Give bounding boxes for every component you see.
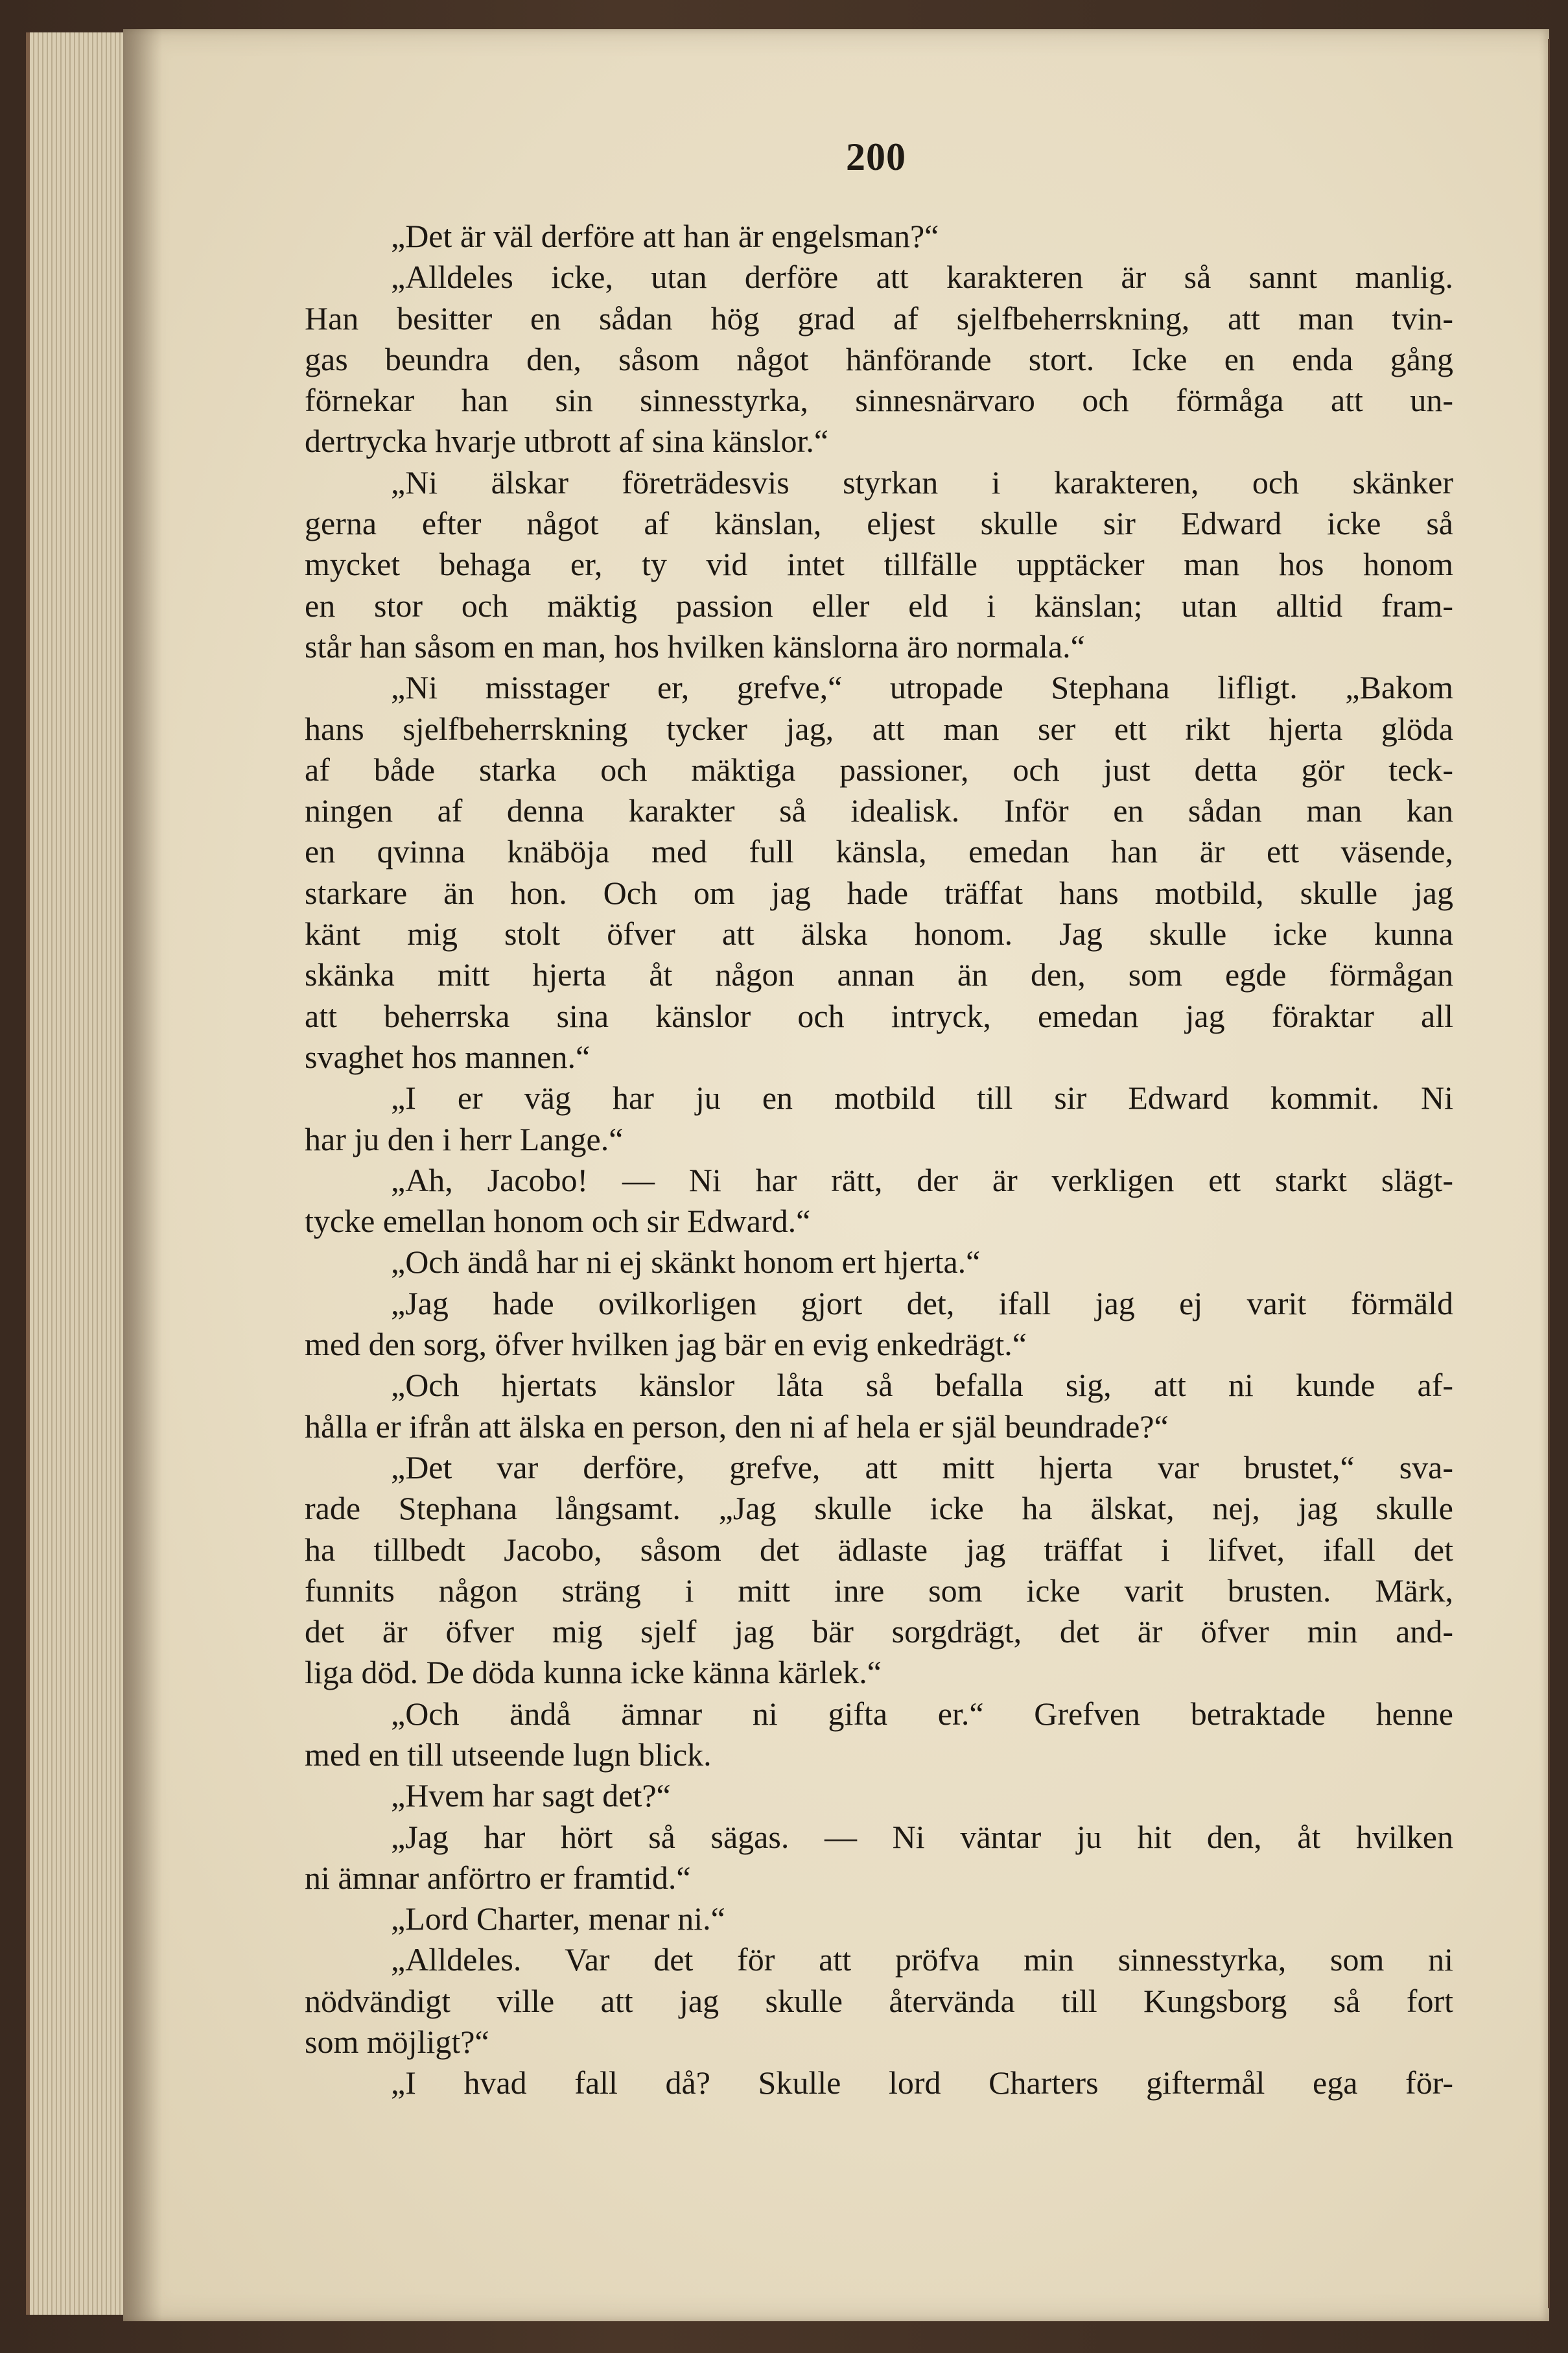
text-line: „Hvem har sagt det?“ (391, 1777, 671, 1814)
text-line: „Jag har hört så sägas. — Ni väntar ju hit den, åt hvilken (391, 1818, 1453, 1855)
text-line: det är öfver mig sjelf jag bär sorgdrägt, det är öfver min and- (305, 1613, 1453, 1650)
text-line: att beherrska sina känslor och intryck, emedan jag föraktar all (305, 997, 1453, 1034)
text-line: förnekar han sin sinnesstyrka, sinnesnärvaro och förmåga att un- (305, 382, 1453, 419)
text-line: dertrycka hvarje utbrott af sina känslor.“ (305, 423, 829, 460)
text-line: känt mig stolt öfver att älska honom. Jag skulle icke kunna (305, 916, 1453, 952)
text-line: mycket behaga er, ty vid intet tillfälle upptäcker man hos honom (305, 546, 1453, 583)
text-line: skänka mitt hjerta åt någon annan än den, som egde förmågan (305, 956, 1453, 993)
text-line: „Och ändå ämnar ni gifta er.“ Grefven betraktade henne (391, 1695, 1453, 1732)
text-line: en qvinna knäböja med full känsla, emedan han är ett väsende, (305, 833, 1453, 870)
text-line: „Ni älskar företrädesvis styrkan i karakteren, och skänker (391, 464, 1453, 501)
text-line: „Alldeles. Var det för att pröfva min sinnesstyrka, som ni (391, 1941, 1453, 1978)
text-line: liga död. De döda kunna icke känna kärlek.“ (305, 1654, 882, 1691)
text-line: „Ah, Jacobo! — Ni har rätt, der är verkligen ett starkt slägt- (391, 1161, 1453, 1198)
text-line: „Ni misstager er, grefve,“ utropade Stephana lifligt. „Bakom (391, 669, 1453, 706)
text-line: svaghet hos mannen.“ (305, 1038, 591, 1075)
text-line: funnits någon sträng i mitt inre som icke varit brusten. Märk, (305, 1572, 1453, 1609)
text-line: står han såsom en man, hos hvilken känslorna äro normala.“ (305, 628, 1085, 665)
text-line: hålla er ifrån att älska en person, den ni af hela er själ beundrade?“ (305, 1408, 1169, 1445)
text-line: med den sorg, öfver hvilken jag bär en evig enkedrägt.“ (305, 1326, 1027, 1363)
text-line: „Det är väl derföre att han är engelsman?“ (391, 218, 939, 254)
text-line: ha tillbedt Jacobo, såsom det ädlaste jag träffat i lifvet, ifall det (305, 1531, 1453, 1568)
text-line: „I er väg har ju en motbild till sir Edward kommit. Ni (391, 1080, 1453, 1117)
text-line: som möjligt?“ (305, 2024, 489, 2061)
text-line: har ju den i herr Lange.“ (305, 1120, 624, 1157)
text-line: af både starka och mäktiga passioner, och just detta gör teck- (305, 751, 1453, 788)
text-line: nödvändigt ville att jag skulle återvända till Kungsborg så fort (305, 1982, 1453, 2019)
text-line: „Jag hade ovilkorligen gjort det, ifall jag ej varit förmäld (391, 1284, 1453, 1321)
text-line: „Lord Charter, menar ni.“ (391, 1900, 725, 1937)
page-right-edge (1548, 39, 1550, 2308)
text-line: gas beundra den, såsom något hänförande stort. Icke en enda gång (305, 340, 1453, 377)
text-line: hans sjelfbeherrskning tycker jag, att man ser ett rikt hjerta glöda (305, 710, 1453, 747)
page-text-body (305, 216, 1453, 2104)
text-line: „Och hjertats känslor låta så befalla sig, att ni kunde af- (391, 1367, 1453, 1404)
text-line: med en till utseende lugn blick. (305, 1736, 712, 1773)
text-line: „Det var derföre, grefve, att mitt hjerta var brustet,“ sva- (391, 1448, 1453, 1485)
text-line: „Alldeles icke, utan derföre att karakteren är så sannt manlig. (391, 259, 1453, 296)
text-line: „Och ändå har ni ej skänkt honom ert hjerta.“ (391, 1244, 981, 1281)
text-line: ni ämnar anförtro er framtid.“ (305, 1859, 691, 1896)
text-line: starkare än hon. Och om jag hade träffat hans motbild, skulle jag (305, 874, 1453, 911)
text-line: ningen af denna karakter så idealisk. Inför en sådan man kan (305, 792, 1453, 829)
text-line: tycke emellan honom och sir Edward.“ (305, 1203, 811, 1240)
text-line: gerna efter något af känslan, eljest skulle sir Edward icke så (305, 505, 1453, 542)
text-line: „I hvad fall då? Skulle lord Charters giftermål ega för- (391, 2064, 1453, 2101)
spine-shadow (123, 29, 162, 2321)
page-number: 200 (846, 136, 906, 178)
text-line: Han besitter en sådan hög grad af sjelfbeherrskning, att man tvin- (305, 300, 1453, 337)
text-line: en stor och mäktig passion eller eld i känslan; utan alltid fram- (305, 587, 1453, 624)
text-line: rade Stephana långsamt. „Jag skulle icke ha älskat, nej, jag skulle (305, 1490, 1453, 1527)
